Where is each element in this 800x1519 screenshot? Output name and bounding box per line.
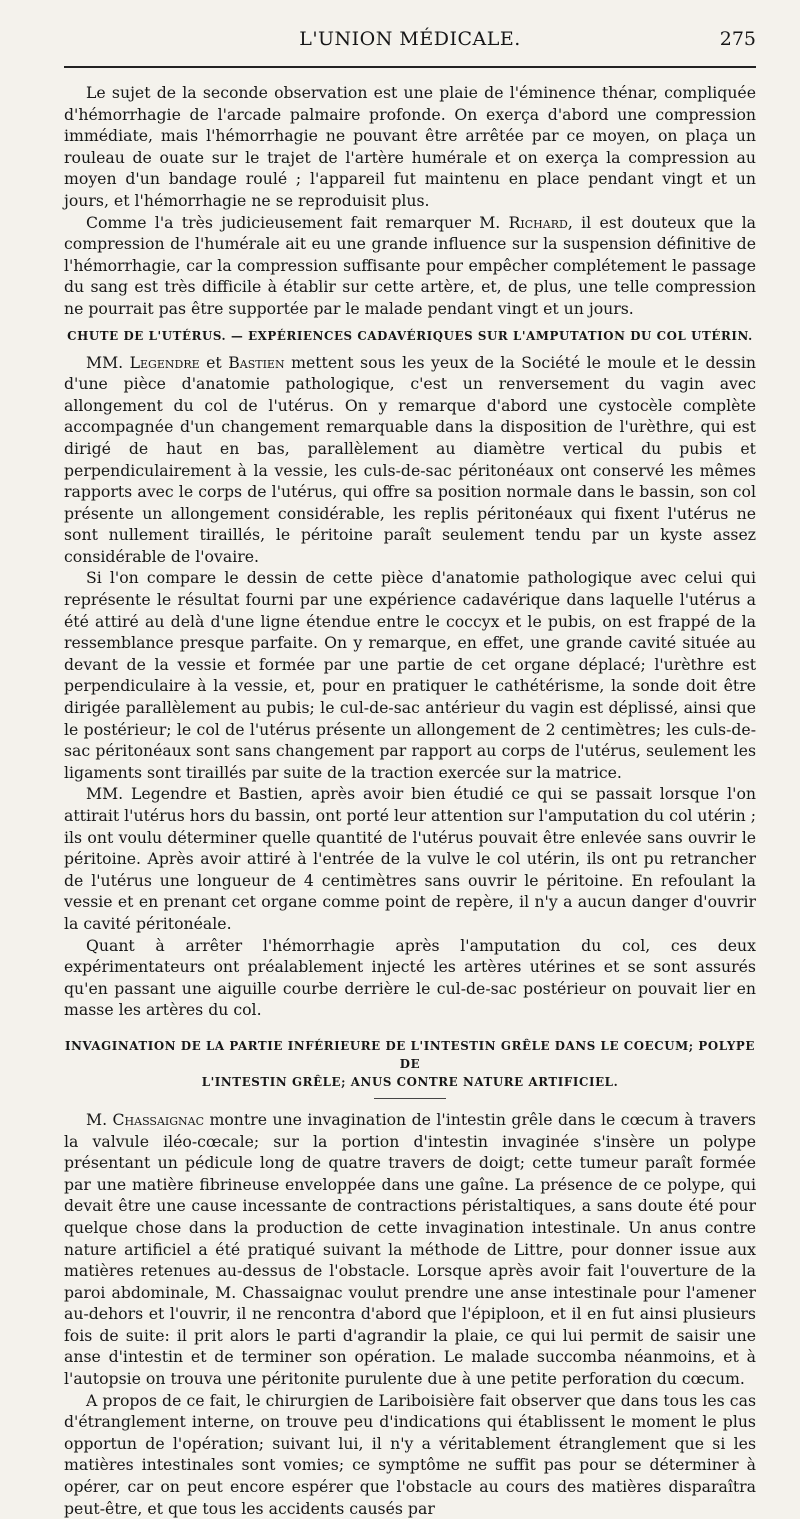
section-heading-invagination	[64, 1037, 756, 1091]
paragraph-text: MM.	[86, 352, 130, 372]
heading-line: INVAGINATION DE LA PARTIE INFÉRIEURE DE L'INTESTIN GRÊLE DANS LE COECUM; POLYPE DE	[65, 1038, 755, 1071]
journal-title: L'UNION MÉDICALE.	[299, 28, 521, 50]
section-heading-uterus: CHUTE DE L'UTÉRUS. — EXPÉRIENCES CADAVÉRIQUES SUR L'AMPUTATION DU COL UTÉRIN.	[67, 328, 753, 343]
paragraph-text: Comme l'a très judicieusement fait remarquer M.	[86, 212, 509, 232]
heading-rule	[374, 1098, 446, 1099]
author-name: Bastien	[228, 352, 285, 372]
paragraph-text: montre une invagination de l'intestin grêle dans le cœcum à travers la valvule iléo-cœcale; sur la portion d'intestin invaginée s'insère un polype présentant un pédicule long de quatre travers de doigt; cette tumeur paraît formée par une matière fibrineuse enveloppée dans une gaîne. La présence de ce polype, qui devait être une cause incessante de contractions péristaltiques, a sans doute été pour quelque chose dans la production de cette invagination intestinale. Un anus contre nature artificiel a été pratiqué suivant la méthode de Littre, pour donner issue aux matières retenues au-dessus de l'obstacle. Lorsque après avoir fait l'ouverture de la paroi abdominale, M. Chassaignac voulut prendre une anse intestinale pour l'amener au-dehors et l'ouvrir, il ne rencontra d'abord que l'épiploon, et il en fut ainsi plusieurs fois de suite: il prit alors le parti d'agrandir la plaie, ce qui lui permit de saisir une anse d'intestin et de terminer son opération. Le malade succomba néanmoins, et à l'autopsie on trouva une péritonite purulente due à une petite perforation du cœcum.	[64, 1109, 756, 1389]
heading-line: L'INTESTIN GRÊLE; ANUS CONTRE NATURE ARTIFICIEL.	[201, 1074, 619, 1089]
header-rule	[64, 66, 756, 68]
paragraph-richard-remark	[64, 212, 756, 320]
page-number: 275	[719, 28, 756, 50]
author-name: Richard	[508, 212, 568, 232]
paragraph-lariboisiere: A propos de ce fait, le chirurgien de Lariboisière fait observer que dans tous les cas d'étranglement interne, on trouve peu d'indications qui établissent le moment le plus opportun de l'opération; suivant lui, il n'y a véritablement étranglement que si les matières intestinales sont vomies; ce symptôme ne suffit pas pour se déterminer à opérer, car on peut encore espérer que l'obstacle au cours des matières disparaîtra peut-être, et que tous les accidents causés par	[64, 1390, 756, 1518]
author-name: Chassaignac	[112, 1109, 205, 1129]
paragraph-text: , il est douteux que la compression de l'humérale ait eu une grande influence sur la suspension définitive de l'hémorrhagie, car la compression suffisante pour empêcher complétement le passage du sang est très difficile à établir sur cette artère, et, de plus, une telle compression ne pourrait pas être supportée par le malade pendant vingt et un jours.	[64, 212, 756, 318]
running-head	[64, 22, 756, 56]
author-name: Legendre	[129, 352, 200, 372]
paragraph-text: mettent sous les yeux de la Société le moule et le dessin d'une pièce d'anatomie pathologique, c'est un renversement du vagin avec allongement du col de l'utérus. On y remarque d'abord une cystocèle complète accompagnée d'un changement remarquable dans la disposition de l'urèthre, qui est dirigé de haut en bas, parallèlement au diamètre vertical du pubis et perpendiculairement à la vessie, les culs-de-sac péritonéaux ont conservé les mêmes rapports avec le corps de l'utérus, qui offre sa position normale dans le bassin, son col présente un allongement considérable, les replis péritonéaux qui fixent l'utérus ne sont nullement tiraillés, le péritoine paraît seulement tendu par un kyste assez considérable de l'ovaire.	[64, 352, 757, 566]
paragraph-text: et	[199, 352, 229, 372]
paragraph-chassaignac	[64, 1109, 756, 1390]
paragraph-legendre-bastien	[64, 352, 756, 568]
paragraph-hemorrhage-case: Le sujet de la seconde observation est une plaie de l'éminence thénar, compliquée d'hémorrhagie de l'arcade palmaire profonde. On exerça d'abord une compression immédiate, mais l'hémorrhagie ne pouvant être arrêtée par ce moyen, on plaça un rouleau de ouate sur le trajet de l'artère humérale et on exerça la compression au moyen d'un bandage roulé ; l'appareil fut maintenu en place pendant vingt et un jours, et l'hémorrhagie ne se reproduisit plus.	[64, 83, 756, 210]
paragraph-amputation: MM. Legendre et Bastien, après avoir bien étudié ce qui se passait lorsque l'on attirait l'utérus hors du bassin, ont porté leur attention sur l'amputation du col utérin ; ils ont voulu déterminer quelle quantité de l'utérus pouvait être enlevée sans ouvrir le péritoine. Après avoir attiré à l'entrée de la vulve le col utérin, ils ont pu retrancher de l'utérus une longueur de 4 centimètres sans ouvrir le péritoine. En refoulant la vessie et en prenant cet organe comme point de repère, il n'y a aucun danger d'ouvrir la cavité péritonéale.	[64, 784, 756, 933]
paragraph-text: M.	[86, 1109, 113, 1129]
paragraph-comparison: Si l'on compare le dessin de cette pièce d'anatomie pathologique avec celui qui représente le résultat fourni par une expérience cadavérique dans laquelle l'utérus a été attiré au delà d'une ligne étendue entre le coccyx et le pubis, on est frappé de la ressemblance presque parfaite. On y remarque, en effet, une grande cavité située au devant de la vessie et formée par une partie de cet organe déplacé; l'urèthre est perpendiculaire à la vessie, et, pour en pratiquer le cathétérisme, la sonde doit être dirigée parallèlement au pubis; le cul-de-sac antérieur du vagin est déplissé, ainsi que le postérieur; le col de l'utérus présente un allongement de 2 centimètres; les culs-de-sac péritonéaux sont sans changement par rapport au corps de l'utérus, seulement les ligaments sont tiraillés par suite de la traction exercée sur la matrice.	[64, 568, 756, 782]
paragraph-hemorrhage-arrest: Quant à arrêter l'hémorrhagie après l'amputation du col, ces deux expérimentateurs ont préalablement injecté les artères utérines et se sont assurés qu'en passant une aiguille courbe derrière le cul-de-sac postérieur on pouvait lier en masse les artères du col.	[64, 935, 756, 1020]
